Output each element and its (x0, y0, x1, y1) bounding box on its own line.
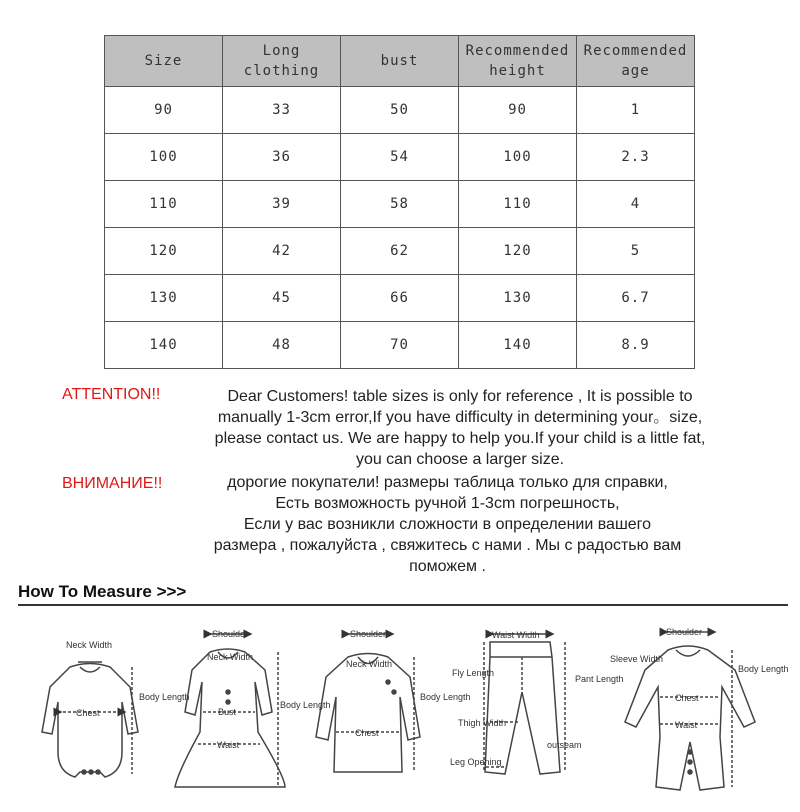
table-row (105, 87, 695, 134)
column-header-line: Recommended (465, 43, 570, 59)
table-cell: 54 (341, 134, 459, 181)
table-cell: 110 (105, 181, 223, 228)
table-cell: 58 (341, 181, 459, 228)
chest-label-2: Chest (355, 728, 379, 738)
vnimanie-label: ВНИМАНИЕ!! (62, 475, 163, 492)
table-cell: 66 (341, 275, 459, 322)
column-header-line: age (621, 63, 650, 79)
table-body (105, 87, 695, 369)
measure-title-text: How To Measure (18, 582, 152, 601)
shoulder-label-2: Shoulder (350, 629, 387, 639)
table-cell: 33 (223, 87, 341, 134)
attention-label: ATTENTION!! (62, 386, 161, 403)
table-cell: 70 (341, 322, 459, 369)
table-row (105, 228, 695, 275)
body-length-label: Body Length (139, 692, 190, 702)
body-length-label-2: Body Length (280, 700, 331, 710)
table-cell: 6.7 (577, 275, 695, 322)
notice-line: поможем . (409, 558, 486, 575)
sleeve-width-label: Sleeve Width (610, 654, 664, 664)
column-header-line: height (489, 63, 546, 79)
notice-english (180, 386, 740, 470)
column-header (105, 36, 223, 87)
notice-line: please contact us. We are happy to help you.If your child is a little fat, (214, 430, 706, 447)
table-row (105, 322, 695, 369)
how-to-measure-title (18, 582, 186, 602)
section-divider (18, 604, 788, 606)
measurement-diagrams (0, 612, 800, 812)
neck-width-label-2: Neck Width (207, 652, 254, 662)
table-cell: 120 (459, 228, 577, 275)
neck-width-label-3: Neck Width (346, 659, 393, 669)
column-header (341, 36, 459, 87)
notice-line: manually 1-3cm error,If you have difficulty in determining your。size, (217, 409, 703, 426)
table-cell: 140 (105, 322, 223, 369)
notice-line: дорогие покупатели! размеры таблица только для справки, (227, 474, 668, 491)
shirt-diagram (316, 634, 420, 772)
outseam-label: outseam (547, 740, 582, 750)
table-cell: 140 (459, 322, 577, 369)
table-row (105, 181, 695, 228)
column-header-line: clothing (243, 63, 320, 79)
table-header-row (105, 36, 695, 87)
table-cell: 45 (223, 275, 341, 322)
bust-label: Bust (218, 707, 237, 717)
body-length-label-4: Body Length (738, 664, 789, 674)
table-cell: 90 (105, 87, 223, 134)
thigh-width-label: Thigh Width (458, 718, 507, 728)
column-header-line: Size (144, 53, 183, 69)
notice-line: you can choose a larger size. (355, 451, 565, 468)
table-cell: 130 (105, 275, 223, 322)
fly-length-label: Fly Length (452, 668, 495, 678)
table-row (105, 134, 695, 181)
table-cell: 100 (459, 134, 577, 181)
column-header-line: bust (380, 53, 419, 69)
table-cell: 120 (105, 228, 223, 275)
column-header-line: Long (262, 43, 301, 59)
table-cell: 5 (577, 228, 695, 275)
column-header (577, 36, 695, 87)
bodysuit-diagram (42, 662, 138, 777)
chest-label-3: Chest (675, 693, 699, 703)
notice-line: размера , пожалуйста , свяжитесь с нами . Мы с радостью вам (213, 537, 682, 554)
shoulder-label-3: Shoulder (666, 627, 703, 637)
table-cell: 100 (105, 134, 223, 181)
pant-length-label: Pant Length (575, 674, 624, 684)
table-cell: 36 (223, 134, 341, 181)
shoulder-label: Shoulder (212, 629, 249, 639)
column-header (223, 36, 341, 87)
table-cell: 110 (459, 181, 577, 228)
chest-label: Chest (76, 708, 100, 718)
column-header-line: Recommended (583, 43, 688, 59)
notice-line: Есть возможность ручной 1-3cm погрешность, (275, 495, 620, 512)
measure-arrows: >>> (156, 582, 187, 601)
leg-opening-label: Leg Opening (450, 757, 502, 767)
table-cell: 48 (223, 322, 341, 369)
notice-line: Dear Customers! table sizes is only for reference , It is possible to (227, 388, 693, 405)
table-row (105, 275, 695, 322)
notice-russian (180, 472, 715, 577)
table-cell: 62 (341, 228, 459, 275)
body-length-label-3: Body Length (420, 692, 471, 702)
table-cell: 42 (223, 228, 341, 275)
neck-width-label: Neck Width (66, 640, 113, 650)
table-cell: 90 (459, 87, 577, 134)
waist-label-2: Waist (675, 720, 698, 730)
table-cell: 130 (459, 275, 577, 322)
column-header (459, 36, 577, 87)
notice-line: Если у вас возникли сложности в определении вашего (243, 516, 652, 533)
table-cell: 4 (577, 181, 695, 228)
pants-diagram (484, 634, 565, 774)
table-cell: 2.3 (577, 134, 695, 181)
table-cell: 8.9 (577, 322, 695, 369)
table-cell: 50 (341, 87, 459, 134)
table-cell: 1 (577, 87, 695, 134)
waist-label: Waist (217, 740, 240, 750)
waist-width-label: Waist Width (492, 630, 540, 640)
size-chart-table (104, 35, 695, 369)
table-cell: 39 (223, 181, 341, 228)
